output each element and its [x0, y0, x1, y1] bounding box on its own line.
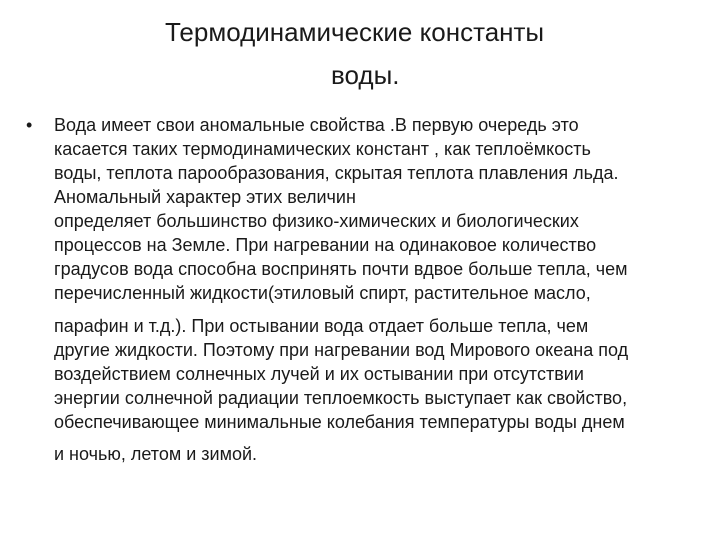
body-text-line: парафин и т.д.). При остывании вода отдает больше тепла, чем — [54, 316, 589, 336]
bullet-icon: • — [26, 115, 33, 135]
body-text-line: другие жидкости. Поэтому при нагревании вод Мирового океана под — [54, 340, 629, 360]
body-text-line: процессов на Земле. При нагревании на одинаковое количество — [54, 235, 597, 255]
slide-title-line-1: Термодинамические константы — [165, 17, 545, 47]
body-text-line: воды, теплота парообразования, скрытая теплота плавления льда. — [54, 163, 619, 183]
body-text-line: градусов вода способна воспринять почти вдвое больше тепла, чем — [54, 259, 628, 279]
body-text-line: воздействием солнечных лучей и их остывании при отсутствии — [54, 364, 584, 384]
body-text-line: энергии солнечной радиации теплоемкость выступает как свойство, — [54, 388, 628, 408]
body-text-line: Аномальный характер этих величин — [54, 187, 356, 207]
body-text-line: касается таких термодинамических констант , как теплоёмкость — [54, 139, 591, 159]
slide-title-line-2: воды. — [331, 60, 400, 90]
body-text-line: определяет большинство физико-химических и биологических — [54, 211, 579, 231]
body-text-line: обеспечивающее минимальные колебания температуры воды днем — [54, 412, 625, 432]
body-text-line: Вода имеет свои аномальные свойства .В первую очередь это — [54, 115, 579, 135]
body-text-line: перечисленный жидкости(этиловый спирт, растительное масло, — [54, 283, 591, 303]
body-text-line: и ночью, летом и зимой. — [54, 444, 258, 464]
